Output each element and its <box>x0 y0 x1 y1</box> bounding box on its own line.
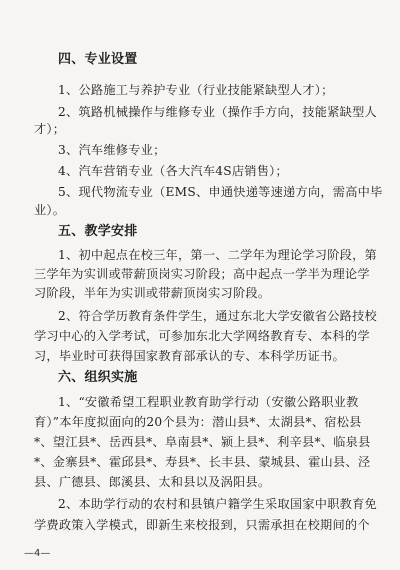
paragraph-line: 1、公路施工与养护专业（行业技能紧缺型人才）； <box>58 83 334 97</box>
paragraph-line: 习，毕业时可获得国家教育部承认的专、本科学历证书。 <box>34 349 345 363</box>
paragraph-line: 才）； <box>34 122 66 136</box>
paragraph-line: 2、本助学行动的农村和县镇户籍学生采取国家中职教育免 <box>58 497 377 511</box>
paragraph-line: 学习中心的入学考试，可参加东北大学网络教育专、本科的学 <box>34 329 370 343</box>
paragraph-line: *、望江县*、岳西县*、阜南县*、颍上县*、利辛县*、临泉县 <box>34 435 371 449</box>
paragraph-line: 1、“安徽希望工程职业教育助学行动（安徽公路职业教 <box>58 395 359 409</box>
paragraph-line: 2、筑路机械操作与维修专业（操作手方向，技能紧缺型人 <box>58 105 377 119</box>
paragraph-line: 业）。 <box>34 203 66 217</box>
paragraph-line: 育）”本年度拟面向的20个县为：潜山县*、太湖县*、宿松县 <box>34 415 362 429</box>
page-number: —4— <box>24 548 51 559</box>
paragraph-line: 习阶段，半年为实训或带薪顶岗实习阶段。 <box>34 286 271 300</box>
paragraph-line: 4、汽车营销专业（各大汽车4S店销售）； <box>58 164 288 178</box>
paragraph-line: 2、符合学历教育条件学生，通过东北大学安徽省公路技校 <box>58 309 377 323</box>
paragraph-line: 1、初中起点在校三年，第一、二学年为理论学习阶段，第 <box>58 248 377 262</box>
paragraph-line: 三学年为实训或带薪顶岗实习阶段；高中起点一学半为理论学 <box>34 267 370 281</box>
paragraph-line: *、金寨县*、霍邱县*、寿县*、长丰县、蒙城县、霍山县、泾 <box>34 455 371 469</box>
paragraph-line: 县、广德县、郎溪县、太和县以及涡阳县。 <box>34 475 271 489</box>
section-6-heading: 六、组织实施 <box>58 370 138 385</box>
paragraph-line: 3、汽车维修专业； <box>58 143 166 157</box>
section-5-heading: 五、教学安排 <box>58 224 138 239</box>
paragraph-line: 学费政策入学模式，即新生来校报到，只需承担在校期间的个 <box>34 518 370 532</box>
section-4-heading: 四、专业设置 <box>58 52 138 67</box>
paragraph-line: 5、现代物流专业（EMS、申通快递等速递方向，需高中毕 <box>58 185 383 199</box>
